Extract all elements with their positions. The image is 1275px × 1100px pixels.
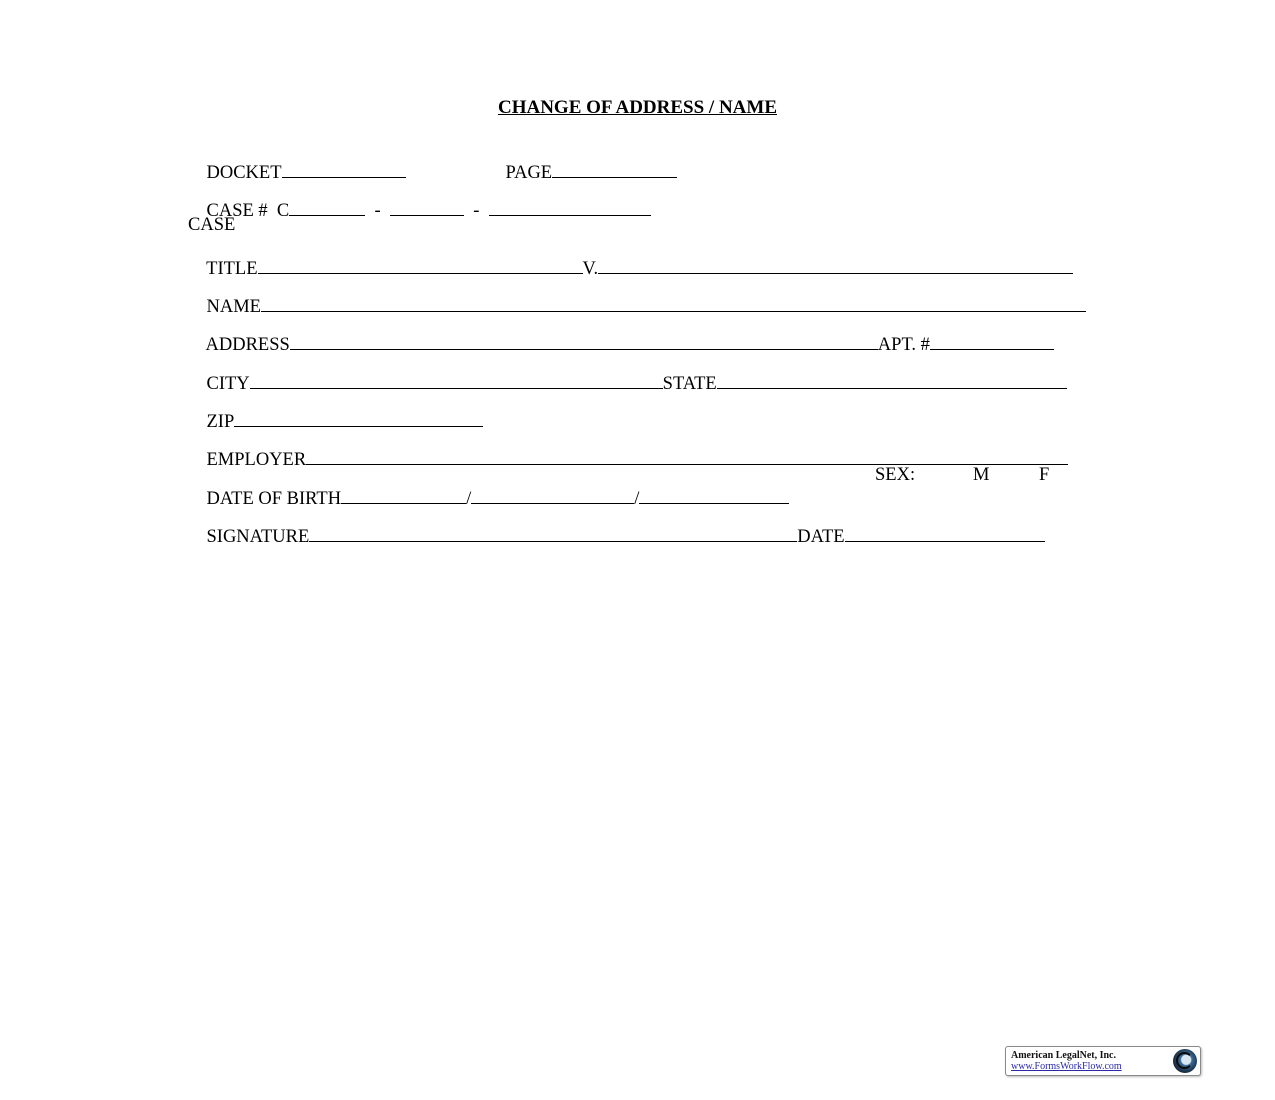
address-field[interactable]	[290, 332, 878, 350]
signature-label: SIGNATURE	[206, 527, 310, 547]
city-label: CITY	[206, 374, 250, 394]
footer-url-link[interactable]: www.FormsWorkFlow.com	[1011, 1061, 1122, 1072]
employer-field[interactable]	[306, 447, 1068, 465]
case-number-label: CASE # C	[206, 201, 290, 221]
sex-label: SEX:	[875, 465, 916, 485]
docket-label: DOCKET	[206, 163, 282, 183]
name-label: NAME	[206, 297, 261, 317]
sex-option-m[interactable]: M	[973, 465, 990, 485]
state-field[interactable]	[717, 371, 1067, 389]
date-field[interactable]	[845, 524, 1045, 542]
signature-row	[188, 502, 1045, 570]
page-label: PAGE	[505, 163, 553, 183]
zip-label: ZIP	[206, 412, 235, 432]
case-title-label-line1: CASE	[188, 215, 236, 235]
dob-sep1: /	[466, 489, 472, 509]
address-label: ADDRESS	[205, 335, 290, 355]
case-title-label: TITLE	[206, 259, 258, 279]
globe-logo-icon	[1173, 1049, 1197, 1073]
footer-badge	[1005, 1046, 1201, 1076]
sex-option-f[interactable]: F	[1039, 465, 1050, 485]
signature-field[interactable]	[309, 524, 797, 542]
case-number-sep2: -	[473, 201, 480, 221]
state-label: STATE	[662, 374, 717, 394]
apt-field[interactable]	[930, 332, 1054, 350]
dob-label: DATE OF BIRTH	[206, 489, 342, 509]
date-label: DATE	[797, 527, 845, 547]
case-number-sep1: -	[374, 201, 381, 221]
versus-label: V.	[582, 259, 599, 279]
employer-label: EMPLOYER	[206, 450, 307, 470]
form-title: CHANGE OF ADDRESS / NAME	[497, 97, 778, 118]
apt-label: APT. #	[877, 335, 930, 355]
case-number-part3[interactable]	[489, 198, 651, 216]
footer-company: American LegalNet, Inc.	[1011, 1050, 1116, 1061]
case-number-part1[interactable]	[289, 198, 365, 216]
dob-sep2: /	[634, 489, 640, 509]
case-number-part2[interactable]	[390, 198, 464, 216]
